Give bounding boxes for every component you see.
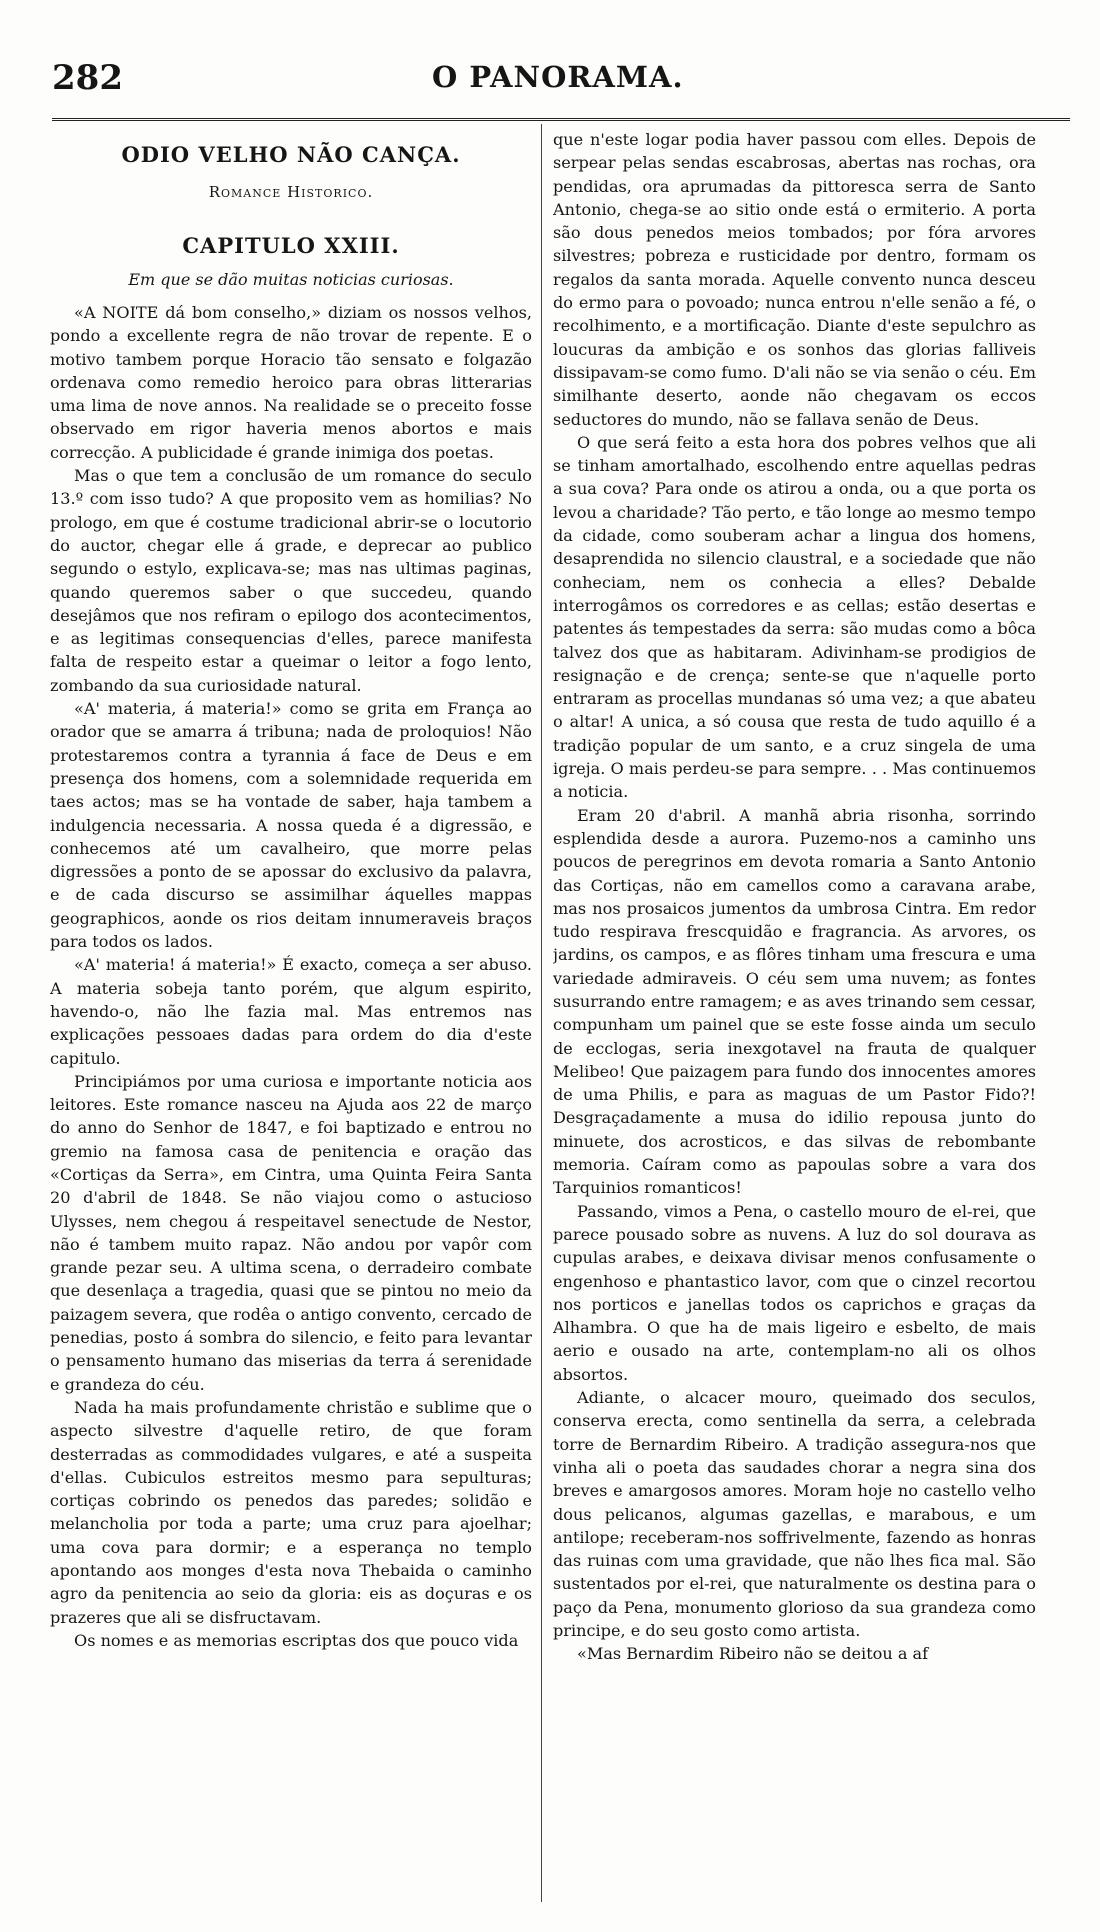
- page-number: 282: [52, 58, 123, 98]
- left-column: [50, 128, 532, 1918]
- paragraph: que n'este logar podia haver passou com elles. Depois de serpear pelas sendas escabrosas, abertas nas rochas, ora pendidas, ora aprumadas da pittoresca serra de Santo Antonio, chega-se ao sitio onde está o ermiterio. A porta são dous penedos meios tombados; por fóra arvores silvestres; pobreza e rusticidade por dentro, formam os regalos da santa morada. Aquelle convento nunca desceu do ermo para o povoado; nunca entrou n'elle senão a fé, o recolhimento, e a mortificação. Diante d'este sepulchro as loucuras da ambição e os sonhos das glorias falliveis dissipavam-se como fumo. D'ali não se via senão o céu. Em similhante deserto, aonde não chegavam os eccos seductores do mundo, não se fallava senão de Deus.: [553, 130, 1036, 429]
- paragraph: O que será feito a esta hora dos pobres velhos que ali se tinham amortalhado, escolhendo entre aquellas pedras a sua cova? Para onde os atirou a onda, ou a que porta os levou a charidade? Tão perto, e tão longe ao mesmo tempo da cidade, como souberam achar a lingua dos homens, desaprendida no silencio claustral, e a sociedade que não conheciam, nem os conhecia a elles? Debalde interrogâmos os corredores e as cellas; estão desertas e patentes ás tempestades da serra: são mudas como a bôca talvez dos que as habitaram. Adivinham-se prodigios de resignação e de crença; sente-se que n'aquelle porto entraram as procellas mundanas só uma vez; a que abateu o altar! A unica, a só cousa que resta de tudo aquillo é a tradição popular de um santo, e a cruz singela de uma igreja. O mais perdeu-se para sempre. . . Mas continuemos a noticia.: [553, 432, 1036, 802]
- page-header: [52, 58, 1070, 108]
- paragraph: «A' materia! á materia!» É exacto, começa a ser abuso. A materia sobeja tanto porém, que algum espirito, havendo-o, não lhe fazia mal. Mas entremos nas explicações pessoaes dadas para ordem do dia d'este capitulo.: [50, 955, 532, 1068]
- journal-title: O PANORAMA.: [432, 60, 684, 94]
- paragraph: «A' materia, á materia!» como se grita em França ao orador que se amarra á tribuna; nada de proloquios! Não protestaremos contra a tyrannia á face de Deus e em presença dos homens, com a solemnidade requerida em taes actos; mas se ha vontade de saber, haja tambem a indulgencia necessaria. A nossa queda é a digressão, e conhecemos até um cavalheiro, que morre pelas digressões a ponto de se apossar do exclusivo da palavra, e de cada discurso se assimilhar áquelles mappas geographicos, aonde os rios deitam innumeraveis braços para todos os lados.: [50, 699, 532, 952]
- paragraph: Principiámos por uma curiosa e importante noticia aos leitores. Este romance nasceu na Ajuda aos 22 de março do anno do Senhor de 1847, e foi baptizado e entrou no gremio na famosa casa de penitencia e oração das «Cortiças da Serra», em Cintra, uma Quinta Feira Santa 20 d'abril de 1848. Se não viajou como o astucioso Ulysses, nem chegou á respeitavel senectude de Nestor, não é tambem muito rapaz. Não andou por vapôr com grande pezar seu. A ultima scena, o derradeiro combate que desenlaça a tragedia, quasi que se pintou no meio da paizagem severa, que rodêa o antigo convento, cercado de penedias, posto á sombra do silencio, e feito para levantar o pensamento humano das miserias da terra á serenidade e grandeza do céu.: [50, 1071, 532, 1394]
- column-divider: [541, 124, 542, 1902]
- paragraph: Adiante, o alcacer mouro, queimado dos seculos, conserva erecta, como sentinella da serra, a celebrada torre de Bernardim Ribeiro. A tradição assegura-nos que vinha ali o poeta das saudades chorar a negra sina dos breves e amargosos amores. Moram hoje no castello velho dous pelicanos, algumas gazellas, e marabous, e um antilope; receberam-nos soffrivelmente, fazendo as honras das ruinas com uma gravidade, que não lhes fica mal. São sustentados por el-rei, que naturalmente os destina para o paço da Pena, monumento glorioso da sua grandeza como principe, e do seu gosto como artista.: [553, 1388, 1036, 1640]
- paragraph: «A NOITE dá bom conselho,» diziam os nossos velhos, pondo a excellente regra de não trovar de repente. E o motivo tambem porque Horacio tão sensato e folgazão ordenava como remedio heroico para obras litterarias uma lima de nove annos. Na realidade se o preceito fosse observado em rigor haveria menos abortos e mais correcção. A publicidade é grande inimiga dos poetas.: [50, 303, 532, 462]
- header-rule: [52, 118, 1070, 121]
- chapter-subtitle: Em que se dão muitas noticias curiosas.: [128, 270, 454, 289]
- article-subtitle: Romance Historico.: [208, 183, 374, 201]
- paragraph: Nada ha mais profundamente christão e sublime que o aspecto silvestre d'aquelle retiro, de que foram desterradas as commodidades vulgares, e até a suspeita d'ellas. Cubiculos estreitos mesmo para sepulturas; cortiças cobrindo os penedos das paredes; solidão e melancholia por toda a parte; uma cruz para ajoelhar; uma cova para dormir; e a esperança no templo apontando aos monges d'esta nova Thebaida o caminho agro da penitencia ao seio da gloria: eis as doçuras e os prazeres que ali se disfructavam.: [50, 1397, 532, 1627]
- paragraph: Passando, vimos a Pena, o castello mouro de el-rei, que parece pousado sobre as nuvens. A luz do sol dourava as cupulas arabes, e deixava divisar menos confusamente o engenhoso e phantastico lavor, com que o cinzel recortou nos porticos e janellas todos os caprichos e graças da Alhambra. O que ha de mais ligeiro e esbelto, de mais aerio e ousado na arte, contemplam-no ali os olhos absortos.: [553, 1201, 1036, 1384]
- paragraph: Eram 20 d'abril. A manhã abria risonha, sorrindo esplendida desde a aurora. Puzemo-nos a caminho uns poucos de peregrinos em devota romaria a Santo Antonio das Cortiças, não em camellos como a caravana arabe, mas nos prosaicos jumentos da umbrosa Cintra. Em redor tudo respirava frescquidão e fragrancia. As arvores, os jardins, os campos, e as flôres tinham uma frescura e uma variedade admiraveis. O céu sem uma nuvem; as fontes susurrando entre ramagem; e as aves trinando sem cessar, compunham um painel que se este fosse ainda um seculo de ecclogas, seria inexgotavel na frauta de qualquer Melibeo! Que paizagem para fundo dos innocentes amores de uma Philis, e para as maguas de um Pastor Fido?! Desgraçadamente a musa do idilio repousa junto do minuete, dos acrosticos, e das silvas de rebombante memoria. Caíram como as papoulas sobre a vara dos Tarquinios romanticos!: [553, 805, 1036, 1198]
- paragraph: «Mas Bernardim Ribeiro não se deitou a af: [577, 1644, 929, 1664]
- right-column: [553, 128, 1036, 1918]
- paragraph: Os nomes e as memorias escriptas dos que pouco vida: [74, 1630, 519, 1650]
- article-title: ODIO VELHO NÃO CANÇA.: [121, 142, 461, 167]
- paragraph: Mas o que tem a conclusão de um romance do seculo 13.º com isso tudo? A que proposito vem as homilias? No prologo, em que é costume tradicional abrir-se o locutorio do auctor, chegar elle á grade, e deprecar ao publico segundo o estylo, explicava-se; mas nas ultimas paginas, quando queremos saber o que succedeu, quando desejâmos que nos refiram o epilogo dos acontecimentos, e as legitimas consequencias d'elles, parece manifesta falta de respeito estar a queimar o leitor a fogo lento, zombando da sua curiosidade natural.: [50, 466, 532, 695]
- chapter-heading: CAPITULO XXIII.: [182, 233, 400, 258]
